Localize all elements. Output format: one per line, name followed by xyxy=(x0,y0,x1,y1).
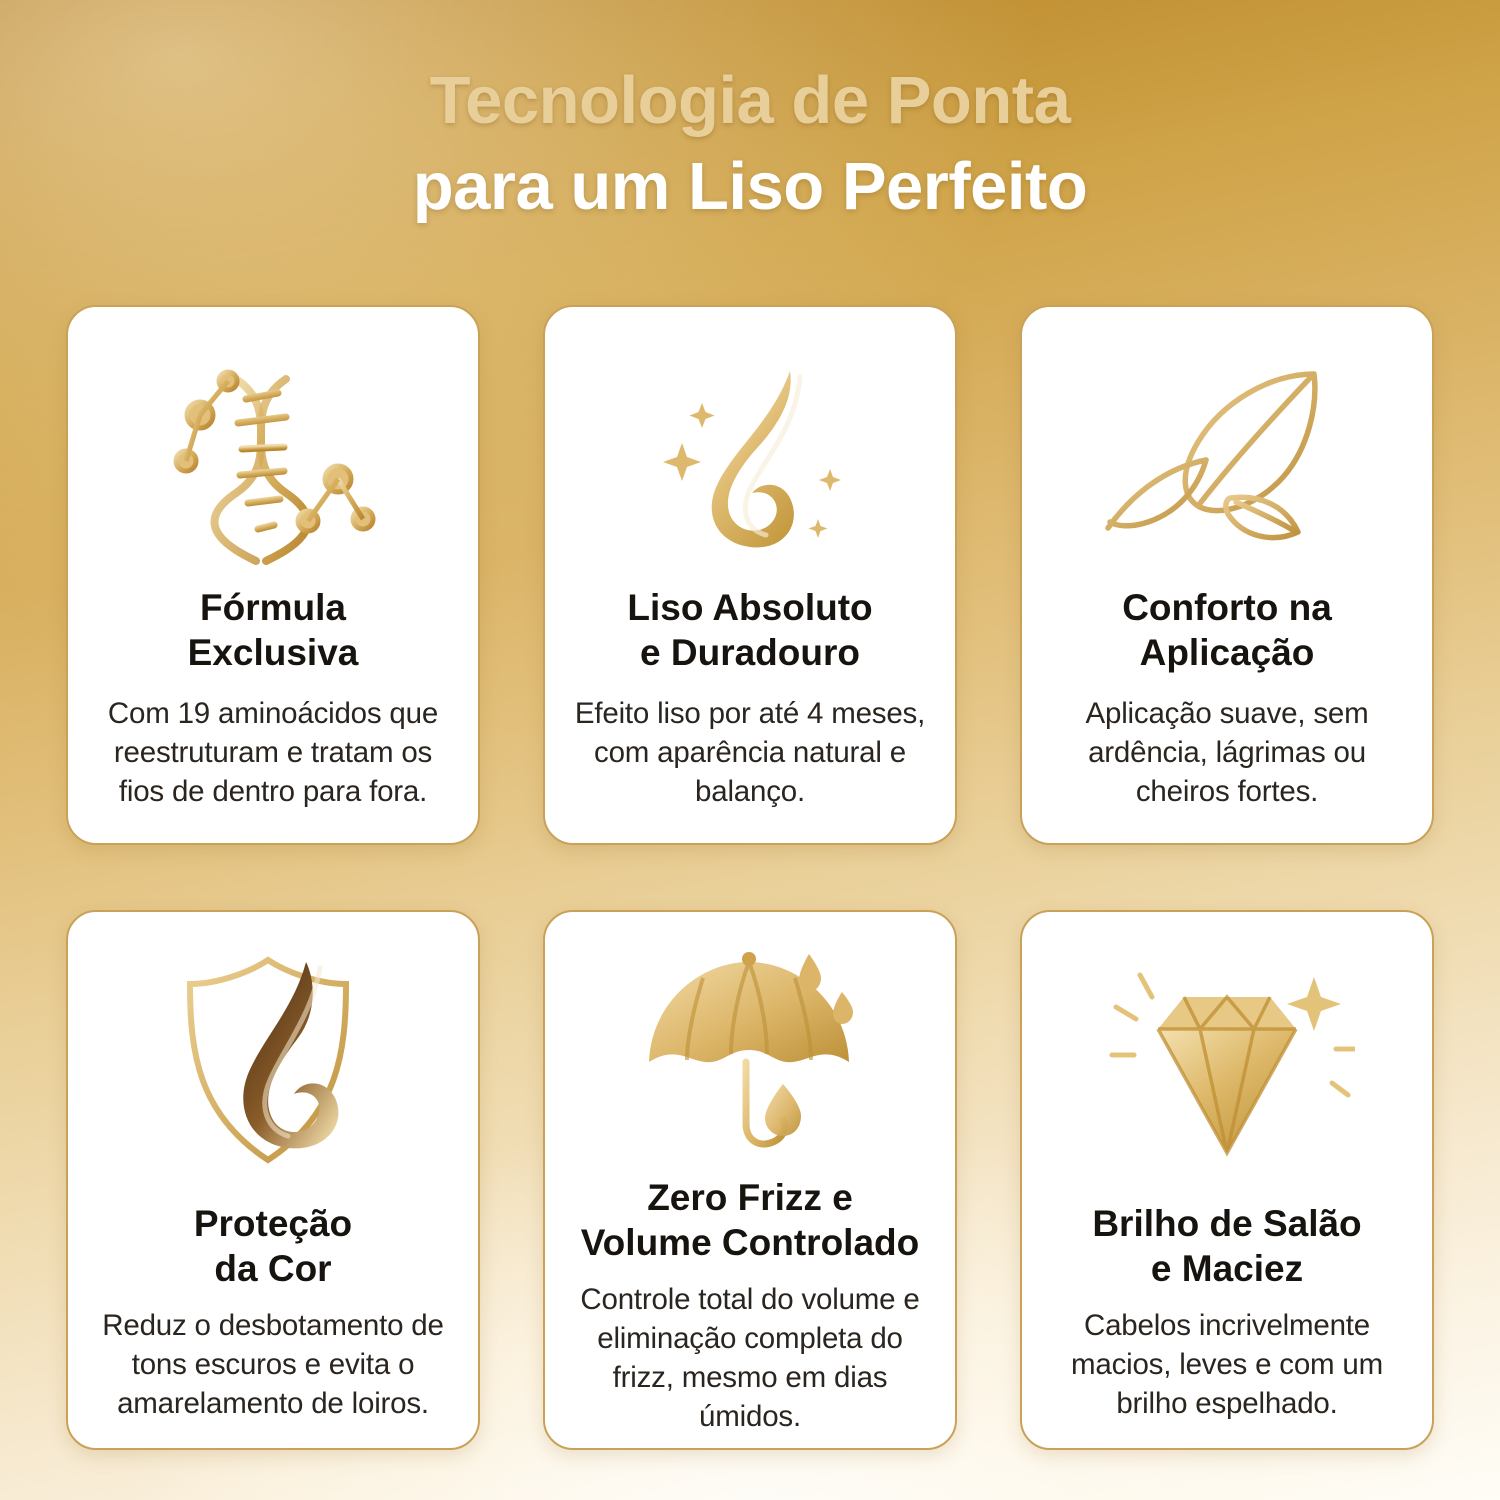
feature-card-conforto-aplicacao xyxy=(1020,305,1434,845)
card-title-line-2: da Cor xyxy=(214,1248,332,1290)
feature-card-formula-exclusiva xyxy=(66,305,480,845)
card-description: Aplicação suave, sem ardência, lágrimas ou cheiros fortes. xyxy=(1085,697,1369,809)
hair-strand-sparkle-icon xyxy=(640,333,860,583)
card-title-line-2: Aplicação xyxy=(1139,632,1315,674)
umbrella-droplets-icon xyxy=(625,938,875,1173)
feature-card-zero-frizz xyxy=(543,910,957,1450)
card-title xyxy=(581,1175,919,1265)
card-title-line-1: Fórmula xyxy=(200,587,346,628)
card-title-line-1: Brilho de Salão xyxy=(1092,1202,1362,1244)
feather-leaf-icon xyxy=(1102,333,1352,583)
card-title-line-1: Proteção xyxy=(193,1202,353,1244)
shield-hair-icon xyxy=(156,938,391,1199)
feature-card-protecao-da-cor xyxy=(66,910,480,1450)
card-title-line-1: Liso Absoluto xyxy=(627,587,873,628)
feature-card-liso-absoluto xyxy=(543,305,957,845)
card-title xyxy=(194,1201,352,1291)
card-description: Controle total do volume e eliminação completa do frizz, mesmo em dias úmidos. xyxy=(580,1283,920,1434)
card-description: Reduz o desbotamento de tons escuros e evita o amarelamento de loiros. xyxy=(102,1309,444,1421)
feature-card-grid xyxy=(66,305,1434,1450)
card-title-line-2: Exclusiva xyxy=(187,632,359,674)
card-title-line-1: Conforto na xyxy=(1122,587,1332,628)
card-title-line-2: e Maciez xyxy=(1150,1248,1304,1290)
card-description: Com 19 aminoácidos que reestruturam e tratam os fios de dentro para fora. xyxy=(107,697,439,809)
feature-card-brilho-salao xyxy=(1020,910,1434,1450)
page-header xyxy=(0,0,1500,230)
dna-molecule-icon xyxy=(158,333,388,583)
card-title-line-2: Volume Controlado xyxy=(580,1222,920,1264)
card-title-line-2: e Duradouro xyxy=(640,632,860,674)
page-title-line-1: Tecnologia de Ponta xyxy=(429,63,1071,138)
card-title-line-1: Zero Frizz e xyxy=(647,1177,853,1218)
card-description: Cabelos incrivelmente macios, leves e com um brilho espelhado. xyxy=(1070,1309,1383,1421)
card-title xyxy=(1122,585,1332,675)
page-title-line-2: para um Liso Perfeito xyxy=(412,148,1088,224)
diamond-sparkle-icon xyxy=(1100,938,1355,1199)
card-description: Efeito liso por até 4 meses, com aparência natural e balanço. xyxy=(574,697,926,809)
card-title xyxy=(188,585,359,675)
card-title xyxy=(1092,1201,1361,1291)
card-title xyxy=(627,585,872,675)
